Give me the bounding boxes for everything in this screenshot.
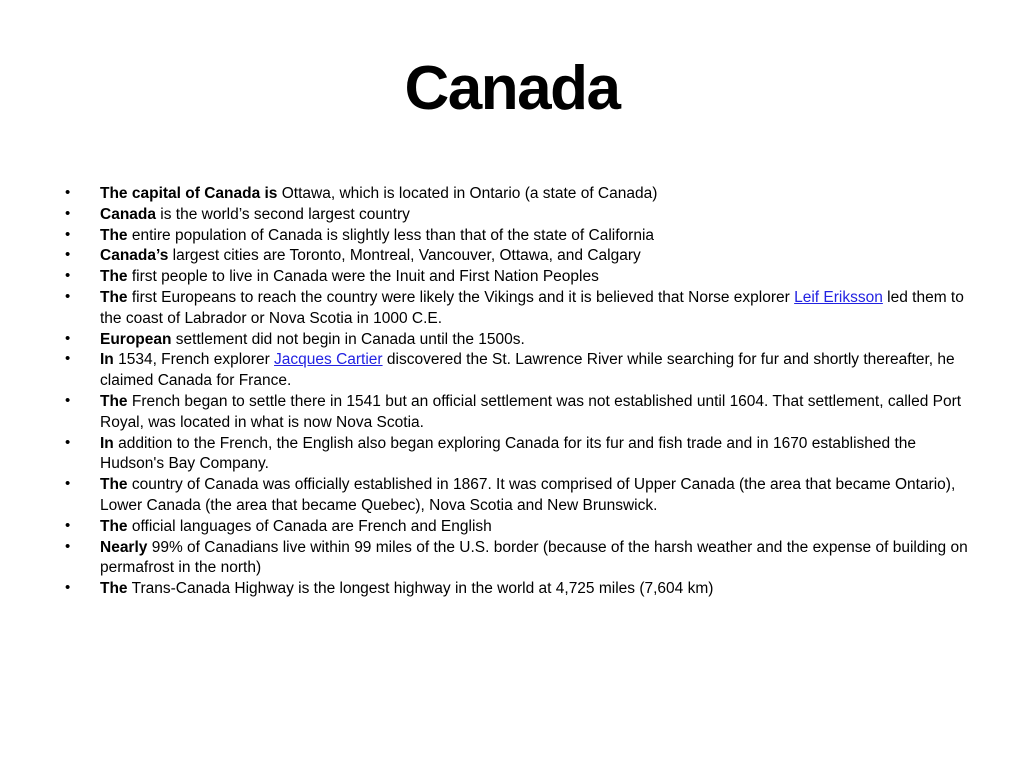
bullet-text: Ottawa, which is located in Ontario (a state of Canada): [281, 185, 658, 202]
bullet-text: largest cities are Toronto, Montreal, Vancouver, Ottawa, and Calgary: [168, 247, 641, 265]
bullet-lead-bold: European: [100, 330, 172, 348]
bullet-text: led them to the coast of Labrador or Nova Scotia in 1000 C.E.: [100, 288, 964, 327]
bullet-marker: •: [65, 267, 71, 285]
bullet-marker: •: [65, 225, 71, 243]
bullet-text: first people to live in Canada were the Inuit and First Nation Peoples: [127, 268, 599, 286]
bullet-lead-bold: In: [100, 351, 114, 369]
bullet-lead-bold: The: [100, 580, 128, 598]
bullet-list: [65, 184, 970, 600]
bullet-marker: •: [65, 287, 71, 305]
bullet-item: [65, 579, 970, 600]
bullet-lead-bold: Canada: [100, 205, 156, 223]
bullet-item: [65, 330, 970, 351]
bullet-marker: •: [65, 516, 71, 534]
bullet-content: [100, 227, 654, 244]
bullet-content: [100, 268, 599, 285]
bullet-content: [100, 247, 641, 264]
bullet-content: [100, 539, 968, 577]
bullet-item: [65, 475, 970, 517]
bullet-content: [100, 289, 964, 327]
bullet-lead-bold: Canada’s: [100, 247, 169, 265]
bullet-text: discovered the St. Lawrence River while searching for fur and shortly thereafter, he claimed Canada for France.: [100, 351, 955, 390]
bullet-lead-bold: The capital of Canada is: [100, 185, 282, 202]
bullet-text: Trans-Canada Highway is the longest highway in the world at 4,725 miles (7,604 km): [127, 580, 714, 598]
bullet-marker: •: [65, 350, 71, 368]
bullet-lead-bold: The: [100, 268, 128, 286]
slide-title: Canada: [404, 54, 620, 123]
bullet-content: [100, 185, 657, 202]
bullet-content: [100, 580, 713, 597]
bullet-content: [100, 518, 492, 535]
hyperlink[interactable]: Jacques Cartier: [274, 351, 383, 369]
bullet-marker: •: [65, 329, 71, 347]
bullet-lead-bold: In: [100, 434, 114, 452]
bullet-marker: •: [65, 433, 71, 451]
bullet-marker: •: [65, 184, 71, 201]
bullet-item: [65, 434, 970, 476]
bullet-item: [65, 288, 970, 330]
bullet-text: French began to settle there in 1541 but an official settlement was not established until 1604. That settlement, called Port Royal, was located in what is now Nova Scotia.: [100, 392, 962, 431]
bullet-text: is the world’s second largest country: [156, 205, 410, 223]
bullet-text: 99% of Canadians live within 99 miles of the U.S. border (because of the harsh weather and the expense of building on permafrost in the north): [100, 538, 968, 577]
bullet-text: settlement did not begin in Canada until the 1500s.: [171, 330, 525, 348]
bullet-lead-bold: The: [100, 517, 128, 535]
bullet-text: country of Canada was officially established in 1867. It was comprised of Upper Canada (the area that became Ontario), Lower Canada (the area that became Quebec), Nova Scotia and New Brunswick.: [100, 476, 956, 514]
bullet-marker: •: [65, 537, 71, 555]
bullet-text: 1534, French explorer: [113, 351, 275, 369]
bullet-text: official languages of Canada are French and English: [127, 517, 492, 535]
bullet-item: [65, 350, 970, 392]
bullet-item: [65, 267, 970, 288]
bullet-marker: •: [65, 475, 71, 493]
bullet-text: addition to the French, the English also began exploring Canada for its fur and fish trade and in 1670 established the Hudson's Bay Company.: [100, 434, 917, 473]
bullet-content: [100, 393, 961, 431]
bullet-content: [100, 206, 410, 223]
bullet-item: [65, 517, 970, 538]
bullet-content: [100, 351, 955, 389]
bullet-content: [100, 331, 525, 348]
bullet-lead-bold: Nearly: [100, 538, 148, 556]
bullet-content: [100, 476, 955, 514]
bullet-item: [65, 205, 970, 226]
bullet-text: first Europeans to reach the country were likely the Vikings and it is believed that Norse explorer: [127, 288, 795, 306]
bullet-lead-bold: The: [100, 392, 128, 410]
bullet-item: [65, 246, 970, 267]
bullet-item: [65, 538, 970, 580]
bullet-item: [65, 226, 970, 247]
bullet-marker: •: [65, 204, 71, 222]
bullet-item: [65, 184, 970, 205]
bullet-content: [100, 435, 916, 473]
bullet-lead-bold: The: [100, 226, 128, 244]
bullet-lead-bold: The: [100, 476, 128, 494]
bullet-marker: •: [65, 246, 71, 264]
bullet-item: [65, 392, 970, 434]
bullet-marker: •: [65, 579, 71, 597]
hyperlink[interactable]: Leif Eriksson: [794, 288, 883, 306]
bullet-lead-bold: The: [100, 288, 128, 306]
bullet-text: entire population of Canada is slightly less than that of the state of California: [127, 226, 655, 244]
bullet-marker: •: [65, 391, 71, 409]
